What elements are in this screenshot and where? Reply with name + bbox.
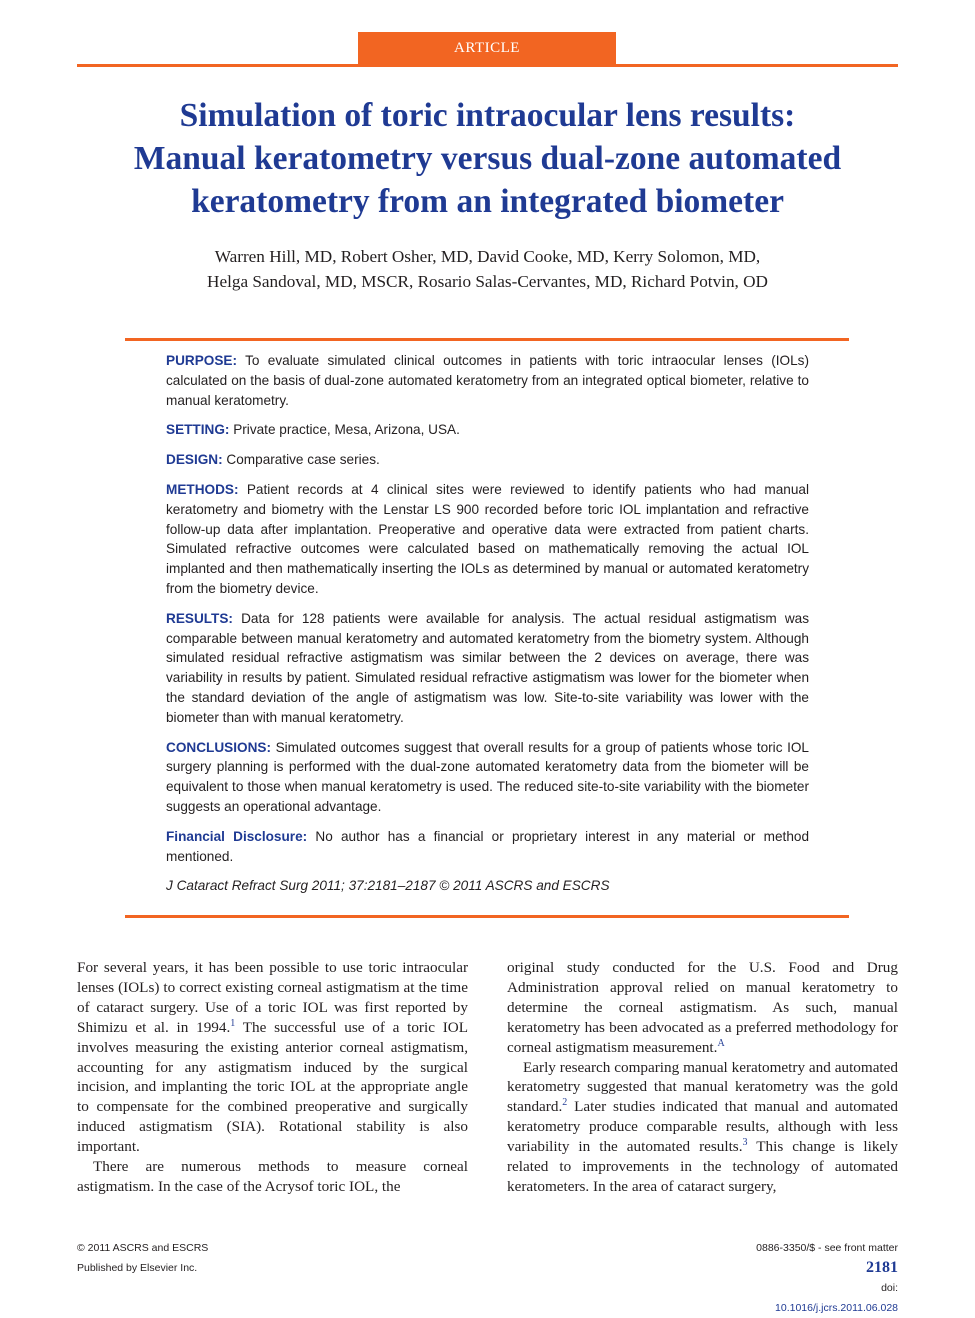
publisher-text: Published by Elsevier Inc. <box>77 1262 198 1274</box>
abstract-top-rule <box>125 338 849 341</box>
reference-link[interactable]: 1 <box>230 1017 236 1029</box>
body-text: The successful use of a toric IOL involves measuring the existing anterior corneal astigmatism, accounting for any astigmatism induced by the surgical incision, and implanting the toric IOL at the appropriate angle to compensate for the combined preoperative and surgically induced astigmatism (SIA). Rotational stability is also important. <box>77 1018 468 1156</box>
disclosure-text: No author has a financial or proprietary interest in any material or method mentioned. <box>166 828 810 864</box>
doi-link[interactable]: 10.1016/j.jcrs.2011.06.028 <box>775 1302 898 1314</box>
body-text: This change is likely related to improvements in the technology of automated keratometers. In the area of cataract surgery, <box>507 1138 898 1195</box>
reference-link[interactable]: 3 <box>742 1137 748 1149</box>
doi-prefix: doi: <box>881 1282 898 1294</box>
abstract-setting <box>166 420 809 440</box>
abstract-bottom-rule <box>125 915 849 918</box>
abstract-design <box>166 450 809 470</box>
body-paragraph: There are numerous methods to measure corneal astigmatism. In the case of the Acrysof toric IOL, the <box>77 1158 468 1195</box>
title-line-2: Manual keratometry versus dual-zone automated <box>133 140 842 177</box>
conclusions-text: Simulated outcomes suggest that overall results for a group of patients whose toric IOL surgery planning is performed with the dual-zone automated keratometry data from the biometer will be equivalent to those when manual keratometry is used. The reduced site-to-site variability with the biometer suggests an operational advantage. <box>166 739 809 814</box>
body-text: original study conducted for the U.S. Food and Drug Administration approval relied on manual keratometry to determine the corneal astigmatism. As such, manual keratometry has been advocated as a preferred methodology for corneal astigmatism measurement. <box>507 959 898 1056</box>
body-column-left <box>77 958 468 1197</box>
methods-label: METHODS: <box>166 481 239 497</box>
author-line-1: Warren Hill, MD, Robert Osher, MD, David Cooke, MD, Kerry Solomon, MD, <box>214 247 761 266</box>
article-type-tab <box>358 32 616 65</box>
conclusions-label: CONCLUSIONS: <box>166 739 271 755</box>
journal-citation: J Cataract Refract Surg 2011; 37:2181–2187 © 2011 ASCRS and ESCRS <box>166 878 610 894</box>
design-text: Comparative case series. <box>222 452 380 468</box>
methods-text: Patient records at 4 clinical sites were reviewed to identify patients who had manual keratometry and biometry with the Lenstar LS 900 recorded before toric IOL implantation and refractive follow-up data after implantation. Preoperative and operative data were extracted from patient charts. Simulated refractive outcomes were calculated based on mathematically removing the actual IOL implanted and then mathematically inserting the IOLs as determined by manual or automated keratometry from the biometry device. <box>166 481 809 596</box>
issn-line <box>756 1238 898 1278</box>
copyright-text: © 2011 ASCRS and ESCRS <box>77 1242 209 1254</box>
body-paragraph <box>507 1058 898 1197</box>
purpose-label: PURPOSE: <box>166 353 238 368</box>
footer-right <box>756 1238 898 1318</box>
abstract-purpose <box>166 351 809 410</box>
results-label: RESULTS: <box>166 610 233 626</box>
abstract-results <box>166 609 809 728</box>
body-paragraph <box>507 958 898 1058</box>
doi-line <box>756 1278 898 1318</box>
title-line-1: Simulation of toric intraocular lens results: <box>179 97 796 134</box>
abstract-methods <box>166 480 809 599</box>
disclosure-label: Financial Disclosure: <box>166 828 308 844</box>
abstract <box>166 351 809 906</box>
purpose-text: To evaluate simulated clinical outcomes in patients with toric intraocular lenses (IOLs) calculated on the basis of dual-zone automated keratometry from an integrated optical biometer, relative to manual keratometry. <box>166 353 809 408</box>
body-text: Later studies indicated that manual and automated keratometry produce comparable results, although with less variability in the automated results. <box>507 1098 898 1156</box>
article-type-label: ARTICLE <box>454 40 520 56</box>
reference-link[interactable]: A <box>717 1037 725 1049</box>
body-paragraph <box>77 958 468 1157</box>
body-column-right <box>507 958 898 1197</box>
reference-link[interactable]: 2 <box>562 1097 568 1109</box>
abstract-conclusions <box>166 738 809 817</box>
page-number: 2181 <box>866 1259 898 1276</box>
abstract-disclosure <box>166 827 809 867</box>
results-text: Data for 128 patients were available for analysis. The actual residual astigmatism was comparable between manual keratometry and automated keratometry from the biometry system. Although simulated residual refractive astigmatism was similar between the 2 devices on average, there was variability in results by patient. Simulated residual refractive astigmatism was lower for the biometer when the standard deviation of the angle of astigmatism was low. Site-to-site variability was lower with the biometer than with manual keratometry. <box>166 610 809 725</box>
setting-label: SETTING: <box>166 422 230 438</box>
issn-text: 0886-3350/$ - see front matter <box>756 1242 898 1254</box>
design-label: DESIGN: <box>166 452 223 468</box>
author-list <box>60 244 915 294</box>
author-line-2: Helga Sandoval, MD, MSCR, Rosario Salas-Cervantes, MD, Richard Potvin, OD <box>207 272 768 291</box>
article-title <box>60 94 915 223</box>
header-rule <box>77 64 898 67</box>
body-text: For several years, it has been possible to use toric intraocular lenses (IOLs) to correct existing corneal astigmatism at the time of cataract surgery. Use of a toric IOL was first reported by Shimizu et al. in 1994. <box>77 959 468 1036</box>
setting-text: Private practice, Mesa, Arizona, USA. <box>229 422 460 438</box>
body-text: Early research comparing manual keratometry and automated keratometry suggested that manual keratometry was the gold standard. <box>507 1058 898 1116</box>
footer-left <box>77 1238 208 1278</box>
title-line-3: keratometry from an integrated biometer <box>191 183 784 220</box>
